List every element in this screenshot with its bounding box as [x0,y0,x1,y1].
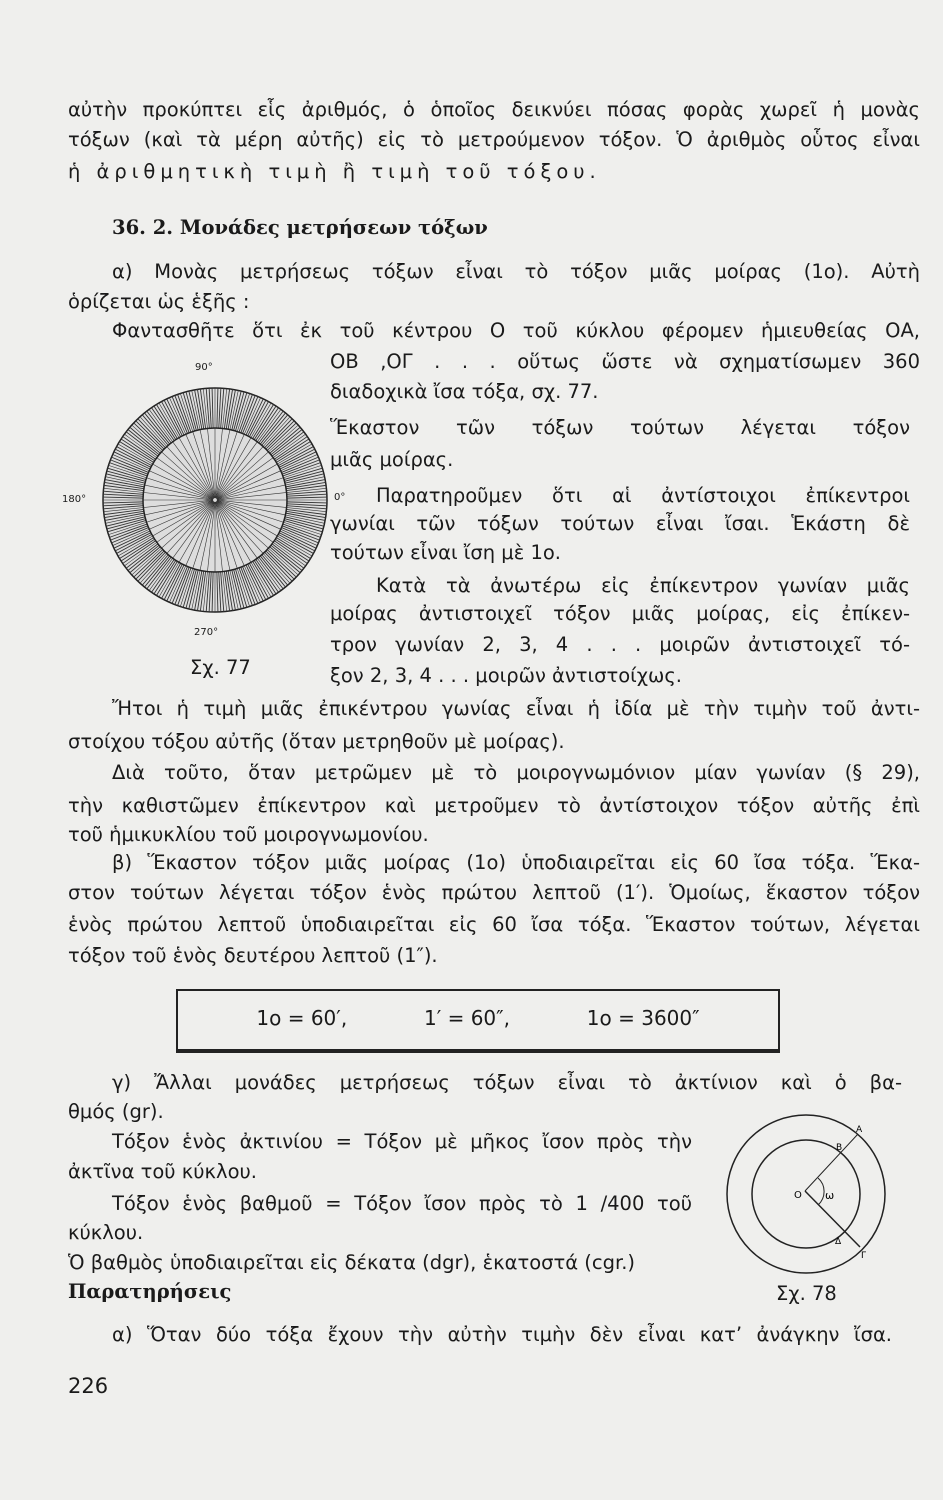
text-line: α) Ὅταν δύο τόξα ἔχουν τὴν αὐτὴν τιμὴν δὲν εἶναι κατ’ ἀνάγκην ἴσα. [112,1323,892,1346]
label-omega: ω [825,1189,835,1202]
heading: Παρατηρήσεις [68,1280,232,1303]
text-line: Τόξον ἑνὸς βαθμοῦ = Τόξον ἴσον πρὸς τὸ 1 /400 τοῦ [112,1192,692,1215]
text-line: ἡ ἀριθμητικὴ τιμὴ ἢ τιμὴ τοῦ τόξου. [68,160,601,183]
label-g: Γ [861,1251,867,1261]
text-line: β) Ἕκαστον τόξον μιᾶς μοίρας (1ο) ὑποδιαιρεῖται εἰς 60 ἴσα τόξα. Ἕκα- [112,851,920,874]
text-line: ἀκτῖνα τοῦ κύκλου. [68,1160,258,1183]
inner-circle [752,1140,860,1248]
text-line: α) Μονὰς μετρήσεως τόξων εἶναι τὸ τόξον μιᾶς μοίρας (1ο). Αὐτὴ [112,260,920,283]
formula-degree-seconds: 1ο = 3600″ [586,1006,700,1030]
text-line: κύκλου. [68,1221,144,1244]
text-line: διαδοχικὰ ἴσα τόξα, σχ. 77. [330,380,599,403]
outer-circle [727,1115,885,1273]
label-o: Ο [794,1190,802,1201]
text-line: στοίχου τόξου αὐτῆς (ὅταν μετρηθοῦν μὲ μοίρας). [68,730,565,753]
label-b: Β [836,1143,843,1153]
text-line: θμός (gr). [68,1100,164,1123]
label-a: Α [856,1125,863,1135]
label-0: 0° [334,492,346,503]
text-line: τούτων εἶναι ἴση μὲ 1ο. [330,541,561,564]
text-line: μιᾶς μοίρας. [330,448,454,471]
text-line: Ἕκαστον τῶν τόξων τούτων λέγεται τόξον [330,416,910,439]
figure-78-caption: Σχ. 78 [776,1282,837,1305]
figure-77 [95,375,335,625]
text-line: τοῦ ἡμικυκλίου τοῦ μοιρογνωμονίου. [68,823,429,846]
text-line: αὐτὴν προκύπτει εἷς ἀριθμός, ὁ ὁποῖος δεικνύει πόσας φορὰς χωρεῖ ἡ μονὰς [68,98,920,121]
text-line: τρον γωνίαν 2, 3, 4 . . . μοιρῶν ἀντιστοιχεῖ τό- [330,633,910,656]
label-180: 180° [62,494,87,505]
text-line: τὴν καθιστῶμεν ἐπίκεντρον καὶ μετροῦμεν τὸ ἀντίστοιχον τόξον αὐτῆς ἐπὶ [68,794,920,817]
text-line: Φαντασθῆτε ὅτι ἐκ τοῦ κέντρου Ο τοῦ κύκλου φέρομεν ἡμιευθείας ΟΑ, [112,319,920,342]
text-line: Ὁ βαθμὸς ὑποδιαιρεῖται εἰς δέκατα (dgr), ἑκατοστά (cgr.) [68,1251,636,1274]
figure-77-caption: Σχ. 77 [190,656,251,679]
formula-minute: 1′ = 60″, [423,1006,510,1030]
text-line: ξον 2, 3, 4 . . . μοιρῶν ἀντιστοίχως. [330,664,682,687]
label-270: 270° [194,627,219,638]
text-line: ΟΒ ,ΟΓ . . . οὕτως ὥστε νὰ σχηματίσωμεν 360 [330,350,920,373]
text-line: γωνίαι τῶν τόξων τούτων εἶναι ἴσαι. Ἑκάστη δὲ [330,512,910,535]
text-line: Τόξον ἑνὸς ἀκτινίου = Τόξον μὲ μῆκος ἴσον πρὸς τὴν [112,1130,692,1153]
text-line: Κατὰ τὰ ἀνωτέρω εἰς ἐπίκεντρον γωνίαν μιᾶς [376,574,910,597]
text-line: Ἤτοι ἡ τιμὴ μιᾶς ἐπικέντρου γωνίας εἶναι ἡ ἰδία μὲ τὴν τιμὴν τοῦ ἀντι- [112,697,920,720]
text-line: γ) Ἄλλαι μονάδες μετρήσεως τόξων εἶναι τὸ ἀκτίνιον καὶ ὁ βα- [112,1071,902,1094]
text-line: τόξων (καὶ τὰ μέρη αὐτῆς) εἰς τὸ μετρούμενον τόξον. Ὁ ἀριθμὸς οὗτος εἶναι [68,128,920,151]
formula-degree: 1ο = 60′, [256,1006,348,1030]
label-90: 90° [195,362,213,373]
text-line: ἑνὸς πρώτου λεπτοῦ ὑποδιαιρεῖται εἰς 60 ἴσα τόξα. Ἕκαστον τούτων, λέγεται [68,913,920,936]
figure-78 [720,1110,900,1280]
angle-arc [818,1178,824,1205]
label-d: Δ [835,1237,842,1247]
formula-box [176,989,780,1053]
text-line: Παρατηροῦμεν ὅτι αἱ ἀντίστοιχοι ἐπίκεντροι [376,484,910,507]
heading: 36. 2. Μονάδες μετρήσεων τόξων [112,216,488,239]
text-line: τόξον τοῦ ἑνὸς δευτέρου λεπτοῦ (1″). [68,944,438,967]
text-line: Διὰ τοῦτο, ὅταν μετρῶμεν μὲ τὸ μοιρογνωμόνιον μίαν γωνίαν (§ 29), [112,761,920,784]
text-line: ὁρίζεται ὡς ἑξῆς : [68,290,250,313]
page-number: 226 [68,1374,109,1398]
text-line: μοίρας ἀντιστοιχεῖ τόξον μιᾶς μοίρας, εἰς ἐπίκεν- [330,602,910,625]
text-line: στον τούτων λέγεται τόξον ἑνὸς πρώτου λεπτοῦ (1′). Ὁμοίως, ἕκαστον τόξον [68,881,920,904]
